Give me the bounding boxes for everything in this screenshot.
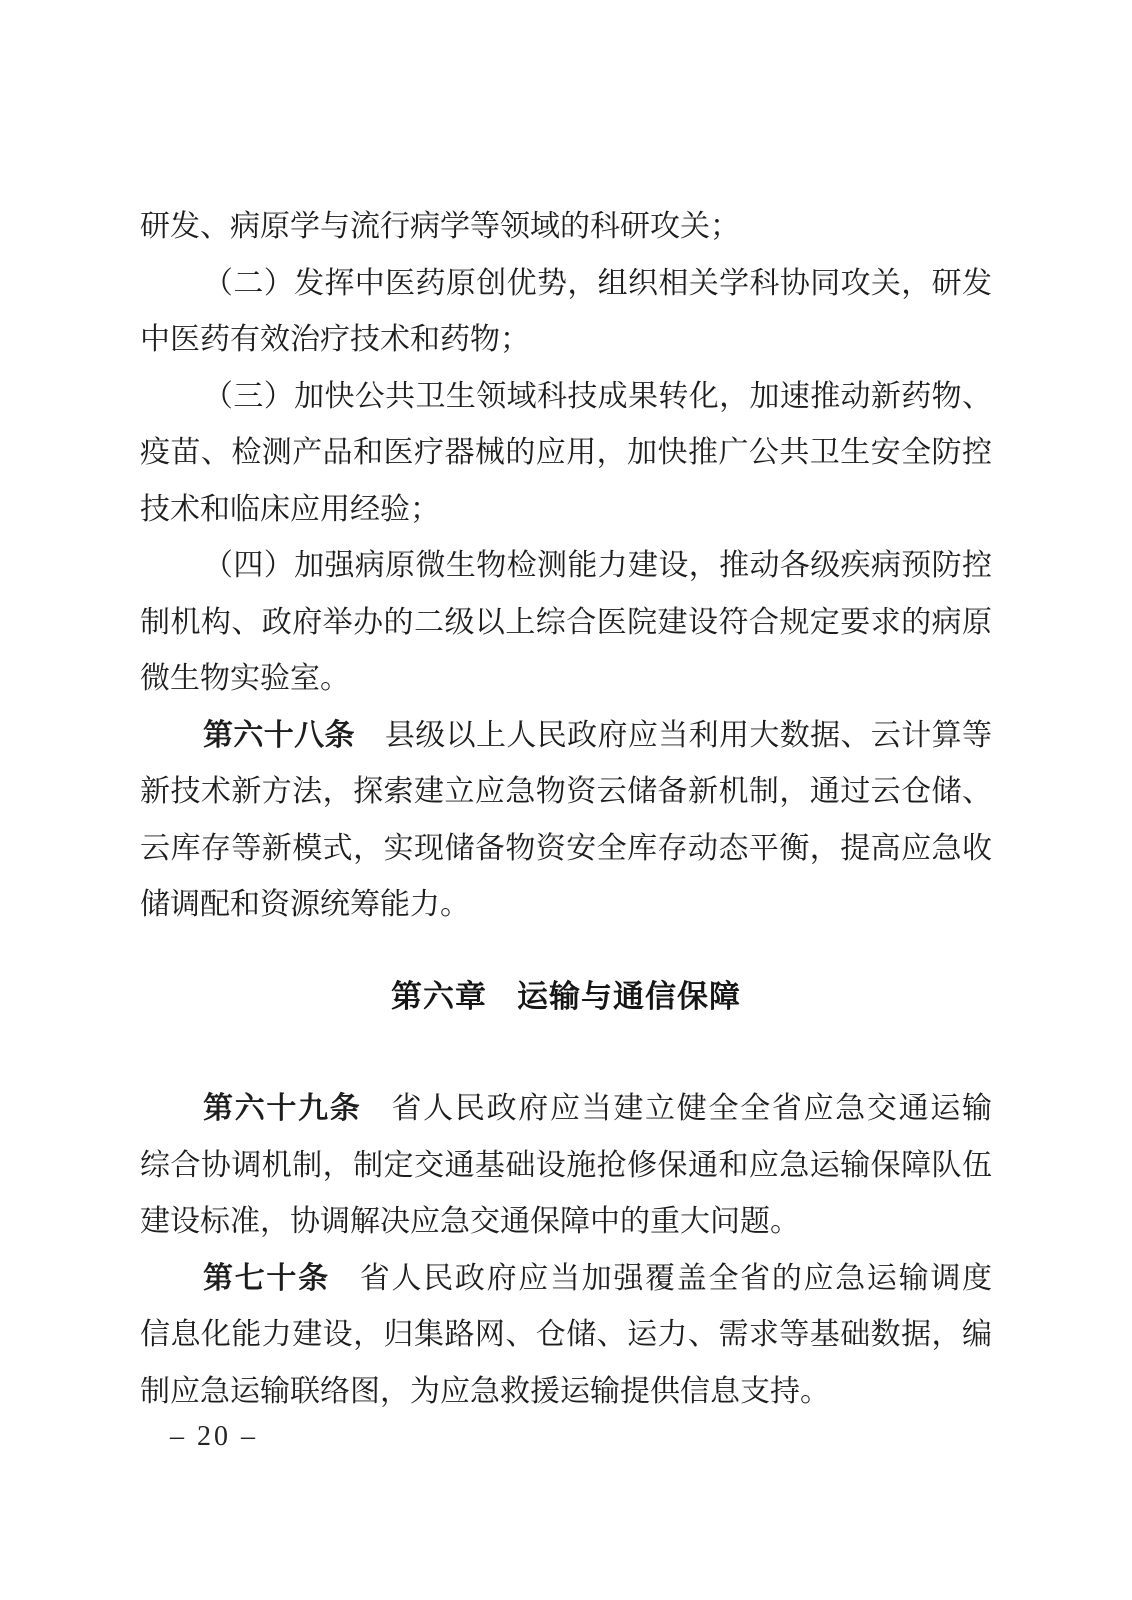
body-line: 研发、病原学与流行病学等领域的科研攻关； [140,210,740,243]
article-text: 县级以上人民政府应当利用大数据、云计算等 [384,718,992,752]
body-line: 储调配和资源统筹能力。 [140,888,470,921]
article-text: 省人民政府应当加强覆盖全省的应急运输调度 [359,1261,993,1295]
body-line: 建设标准，协调解决应急交通保障中的重大问题。 [140,1205,800,1238]
chapter-title: 运输与通信保障 [517,978,741,1014]
body-line: 技术和临床应用经验； [140,492,440,526]
article-number: 第七十条 [203,1261,330,1295]
page-number: – 20 – [170,1421,258,1452]
article-number: 第六十九条 [203,1092,362,1125]
chapter-number: 第六章 [391,978,487,1014]
body-line: 新技术新方法，探索建立应急物资云储备新机制，通过云仓储、 [140,775,992,808]
body-line: （三）加快公共卫生领域科技成果转化，加速推动新药物、 [203,379,992,413]
body-line: 制机构、政府举办的二级以上综合医院建设符合规定要求的病原 [140,605,992,639]
article-text: 省人民政府应当建立健全全省应急交通运输 [391,1092,993,1125]
body-line [140,1251,992,1308]
body-line: 微生物实验室。 [140,662,350,695]
body-line: 信息化能力建设，归集路网、仓储、运力、需求等基础数据，编 [140,1318,992,1351]
body-line: （二）发挥中医药原创优势，组织相关学科协同攻关，研发 [203,266,992,300]
body-line: 综合协调机制，制定交通基础设施抢修保通和应急运输保障队伍 [140,1148,992,1182]
body-line: 中医药有效治疗技术和药物； [140,323,530,356]
article-number: 第六十八条 [203,718,355,752]
body-line: 疫苗、检测产品和医疗器械的应用，加快推广公共卫生安全防控 [140,436,992,469]
body-line: 云库存等新模式，实现储备物资安全库存动态平衡，提高应急收 [140,831,992,865]
body-line [140,1081,992,1138]
body-line: 制应急运输联络图，为应急救援运输提供信息支持。 [140,1374,830,1408]
body-line [140,708,992,765]
document-body [140,199,992,1420]
body-line: （四）加强病原微生物检测能力建设，推动各级疾病预防控 [203,549,992,582]
chapter-heading [140,969,992,1026]
